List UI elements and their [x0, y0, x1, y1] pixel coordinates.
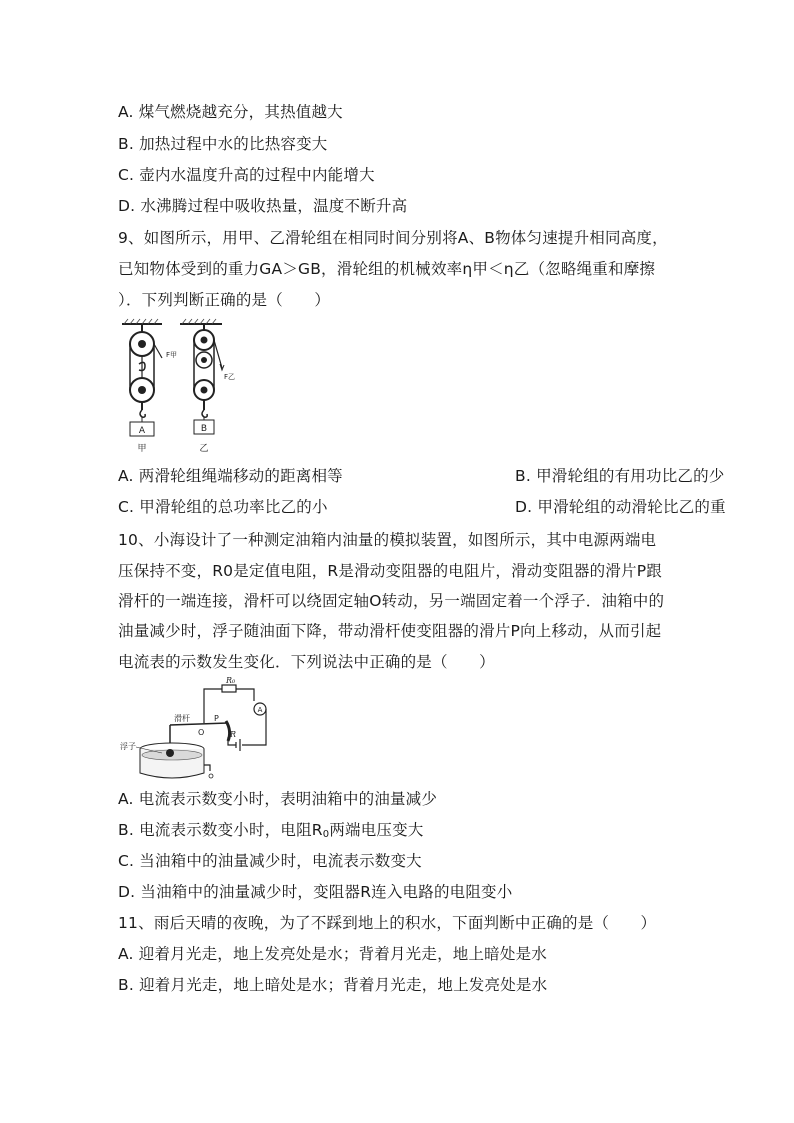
q8-option-d: D. 水沸腾过程中吸收热量，温度不断升高 [118, 197, 408, 215]
slider-p-label: P [214, 714, 219, 723]
pulley-diagram [118, 318, 258, 458]
q10-option-b-pre: B. 电流表示数变小时，电阻R [118, 821, 323, 839]
q10-stem-line-2: 压保持不变，R0是定值电阻，R是滑动变阻器的电阻片，滑动变阻器的滑片P跟 [118, 562, 662, 580]
pivot-o-label: O [198, 728, 205, 737]
slider-rod-label: 滑杆 [174, 714, 190, 723]
oil-gauge-diagram [118, 676, 278, 783]
pulley-figure [118, 318, 258, 458]
q9-option-a: A. 两滑轮组绳端移动的距离相等 [118, 467, 343, 485]
q10-option-c: C. 当油箱中的油量减少时，电流表示数变大 [118, 852, 422, 870]
oil-gauge-figure [118, 676, 278, 783]
q11-option-a: A. 迎着月光走，地上发亮处是水；背着月光走，地上暗处是水 [118, 945, 547, 963]
caption-yi: 乙 [199, 444, 209, 454]
q9-stem-line-1: 9、如图所示，用甲、乙滑轮组在相同时间分别将A、B物体匀速提升相同高度， [118, 229, 668, 247]
q9-stem-line-3: ）．下列判断正确的是（ ） [118, 291, 331, 309]
ammeter-label: A [257, 706, 263, 714]
q9-option-c: C. 甲滑轮组的总功率比乙的小 [118, 498, 328, 516]
q11-option-b: B. 迎着月光走，地上暗处是水；背着月光走，地上发亮处是水 [118, 976, 548, 994]
q10-option-b-subscript: 0 [322, 829, 330, 840]
float-ball [166, 749, 174, 757]
q9-stem-line-2: 已知物体受到的重力GA＞GB，滑轮组的机械效率η甲＜η乙（忽略绳重和摩擦 [118, 260, 656, 278]
q10-stem-line-4: 油量减少时，浮子随油面下降，带动滑杆使变阻器的滑片P向上移动，从而引起 [118, 622, 662, 640]
q10-stem-line-3: 滑杆的一端连接，滑杆可以绕固定轴O转动，另一端固定着一个浮子．油箱中的 [118, 592, 665, 610]
q8-option-c: C. 壶内水温度升高的过程中内能增大 [118, 166, 375, 184]
q10-option-d: D. 当油箱中的油量减少时，变阻器R连入电路的电阻变小 [118, 883, 513, 901]
block-b-label: B [200, 424, 208, 434]
q9-option-b: B. 甲滑轮组的有用功比乙的少 [515, 467, 725, 485]
caption-jia: 甲 [137, 444, 147, 454]
q9-options-row-2 [118, 497, 726, 517]
r0-label: R₀ [226, 676, 236, 685]
resistor-r-label: R [230, 730, 237, 739]
force-label-jia: F甲 [166, 351, 178, 359]
q9-options-row-1 [118, 466, 725, 486]
q10-option-b [118, 820, 424, 845]
force-label-yi: F乙 [224, 373, 236, 381]
q9-option-d: D. 甲滑轮组的动滑轮比乙的重 [515, 498, 726, 516]
float-label: 浮子 [120, 742, 136, 751]
q10-stem-line-5: 电流表的示数发生变化．下列说法中正确的是（ ） [118, 653, 495, 671]
q8-option-a: A. 煤气燃烧越充分，其热值越大 [118, 103, 343, 121]
q10-option-a: A. 电流表示数变小时，表明油箱中的油量减少 [118, 790, 438, 808]
q10-option-b-post: 两端电压变大 [329, 821, 424, 839]
q8-option-b: B. 加热过程中水的比热容变大 [118, 135, 328, 153]
block-a-label: A [138, 426, 146, 436]
q11-stem: 11、雨后天晴的夜晚，为了不踩到地上的积水，下面判断中正确的是（ ） [118, 914, 657, 932]
q10-stem-line-1: 10、小海设计了一种测定油箱内油量的模拟装置，如图所示，其中电源两端电 [118, 531, 657, 549]
